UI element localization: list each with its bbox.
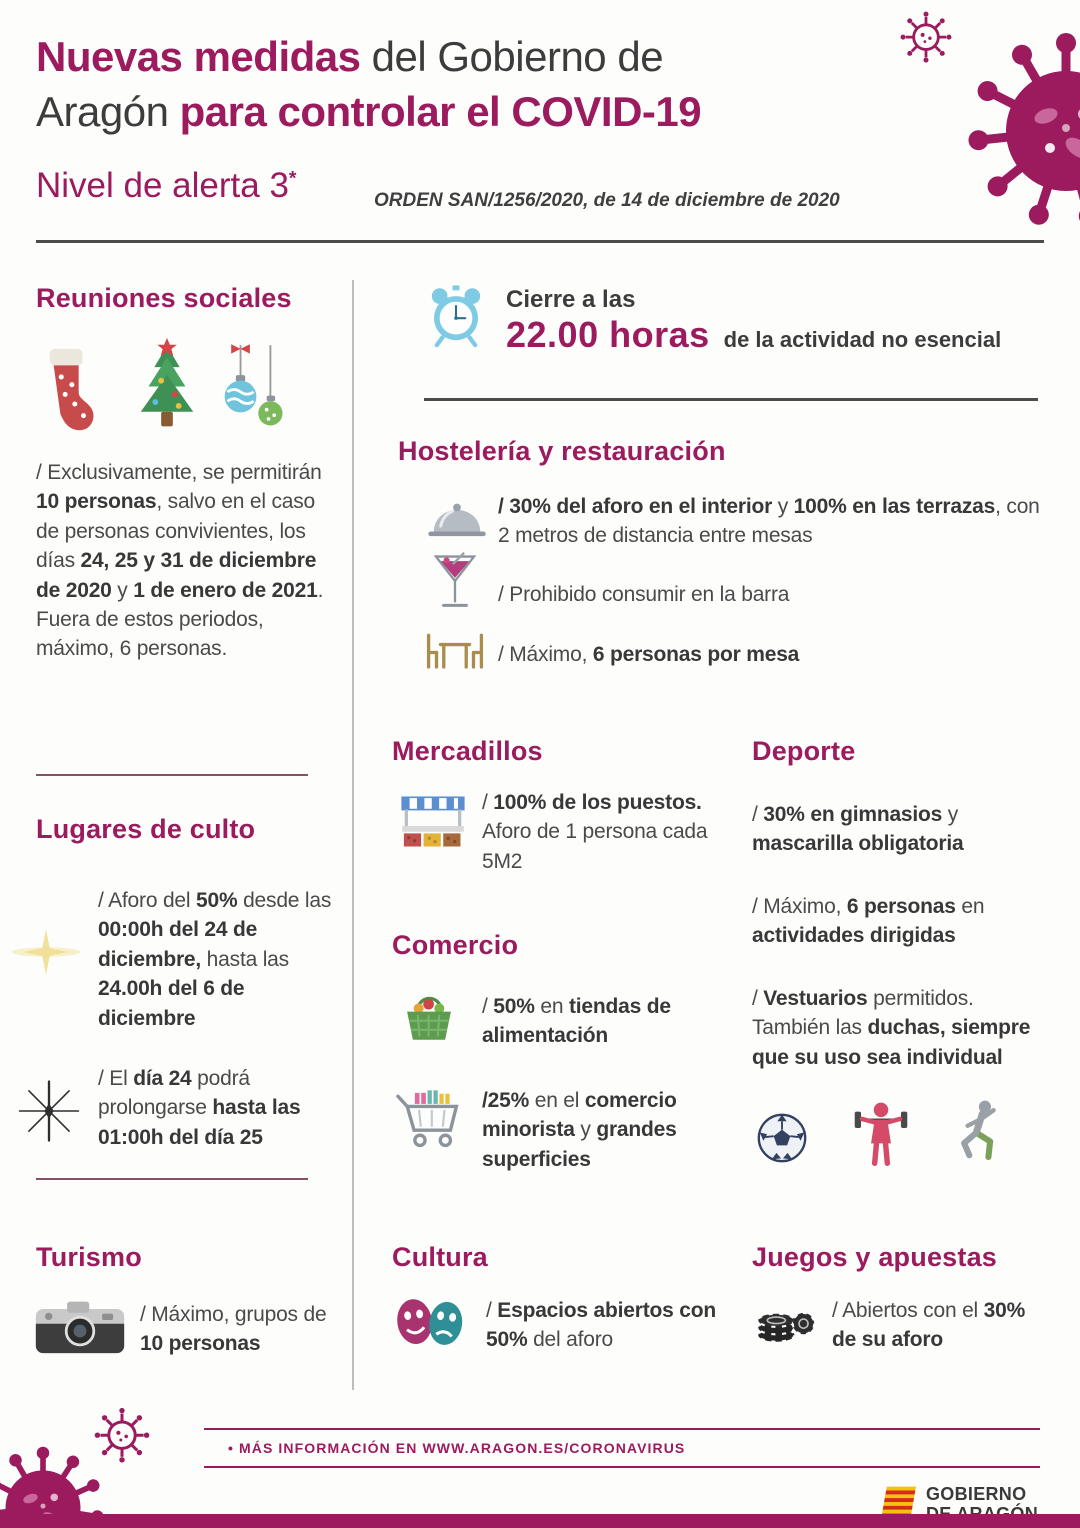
alarm-clock-icon — [424, 284, 488, 348]
alert-level — [36, 166, 296, 206]
lugares-item-1: / Aforo del 50% desde las 00:00h del 24 de diciembre, hasta las 24.00h del 6 de diciembre — [98, 889, 332, 1030]
divider — [36, 1178, 308, 1180]
footer-divider-bottom — [204, 1466, 1040, 1468]
grocery-basket-icon — [398, 990, 460, 1044]
hosteleria-item-2: / Prohibido consumir en la barra — [498, 583, 790, 606]
juegos-body: / Abiertos con el 30% de su aforo — [832, 1299, 1026, 1352]
candle-glow-icon — [8, 925, 84, 979]
soccer-ball-icon — [756, 1112, 808, 1164]
mercadillos-body: / 100% de los puestos. Aforo de 1 persona cada 5M2 — [482, 791, 708, 873]
cierre-tail: de la actividad no esencial — [723, 327, 1002, 352]
vertical-divider — [352, 280, 354, 1390]
sparkle-star-icon — [18, 1080, 80, 1142]
deporte-item-2: / Máximo, 6 personas en actividades dirigidas — [752, 895, 985, 948]
cultura-body: / Espacios abiertos con 50% del aforo — [486, 1299, 716, 1352]
cierre-intro: Cierre a las — [506, 286, 636, 313]
shopping-cart-icon — [392, 1086, 464, 1154]
section-heading-lugares: Lugares de culto — [36, 814, 256, 844]
market-stall-icon — [398, 794, 468, 858]
divider — [36, 774, 308, 776]
runner-icon — [952, 1098, 1004, 1164]
gobierno-logo-line1: GOBIERNO — [926, 1484, 1027, 1504]
footer-info: • MÁS INFORMACIÓN EN WWW.ARAGON.ES/CORONAVIRUS — [228, 1440, 686, 1456]
cocktail-icon — [432, 552, 478, 613]
comercio-item-2: /25% en el comercio minorista y grandes superficies — [482, 1089, 677, 1171]
theater-masks-icon — [392, 1294, 470, 1351]
turismo-body: / Máximo, grupos de 10 personas — [140, 1303, 327, 1356]
weightlifter-icon — [852, 1098, 910, 1167]
reuniones-body: / Exclusivamente, se permitirán 10 personas, salvo en el caso de personas convivientes, los días 24, 25 y 31 de diciembre de 2020 y 1 de enero de 2021. Fuera de estos periodos, máximo, 6 personas. — [36, 461, 324, 661]
cierre-block — [506, 286, 1001, 356]
section-heading-reuniones: Reuniones sociales — [36, 283, 292, 313]
section-heading-mercadillos: Mercadillos — [392, 736, 543, 766]
title-line1: Nuevas medidas del Gobierno de — [36, 33, 664, 80]
table-chairs-icon — [422, 630, 488, 671]
comercio-item-1: / 50% en tiendas de alimentación — [482, 995, 671, 1048]
cierre-divider — [424, 398, 1038, 401]
section-heading-comercio: Comercio — [392, 930, 519, 960]
section-heading-deporte: Deporte — [752, 736, 856, 766]
bottom-accent-bar — [0, 1514, 1080, 1528]
page-title — [36, 30, 876, 139]
deporte-item-1: / 30% en gimnasios y mascarilla obligatoria — [752, 803, 964, 856]
section-heading-juegos: Juegos y apuestas — [752, 1242, 998, 1272]
alert-footnote-mark: * — [288, 168, 297, 190]
section-heading-turismo: Turismo — [36, 1242, 142, 1272]
hosteleria-item-1: / 30% del aforo en el interior y 100% en las terrazas, con 2 metros de distancia entre mesas — [498, 495, 1040, 548]
cierre-time: 22.00 horas — [506, 314, 710, 355]
poker-chips-icon — [754, 1294, 816, 1345]
title-line2: Aragón para controlar el COVID-19 — [36, 87, 702, 135]
christmas-tree-icon — [128, 336, 206, 438]
lugares-item-2: / El día 24 podrá prolongarse hasta las 01:00h del día 25 — [98, 1067, 301, 1149]
alert-level-text: Nivel de alerta 3 — [36, 166, 289, 205]
virus-icon — [946, 16, 1080, 251]
footer-divider-top — [204, 1428, 1040, 1430]
section-heading-cultura: Cultura — [392, 1242, 488, 1272]
camera-icon — [34, 1296, 126, 1357]
header-divider — [36, 240, 1044, 243]
section-heading-hosteleria: Hostelería y restauración — [398, 436, 726, 466]
ornaments-icon — [220, 340, 290, 440]
stocking-icon — [40, 344, 98, 436]
deporte-item-3: / Vestuarios permitidos. También las duchas, siempre que su uso sea individual — [752, 987, 1031, 1069]
cloche-icon — [426, 498, 488, 541]
order-reference: ORDEN SAN/1256/2020, de 14 de diciembre de 2020 — [374, 190, 840, 211]
hosteleria-item-3: / Máximo, 6 personas por mesa — [498, 643, 800, 666]
